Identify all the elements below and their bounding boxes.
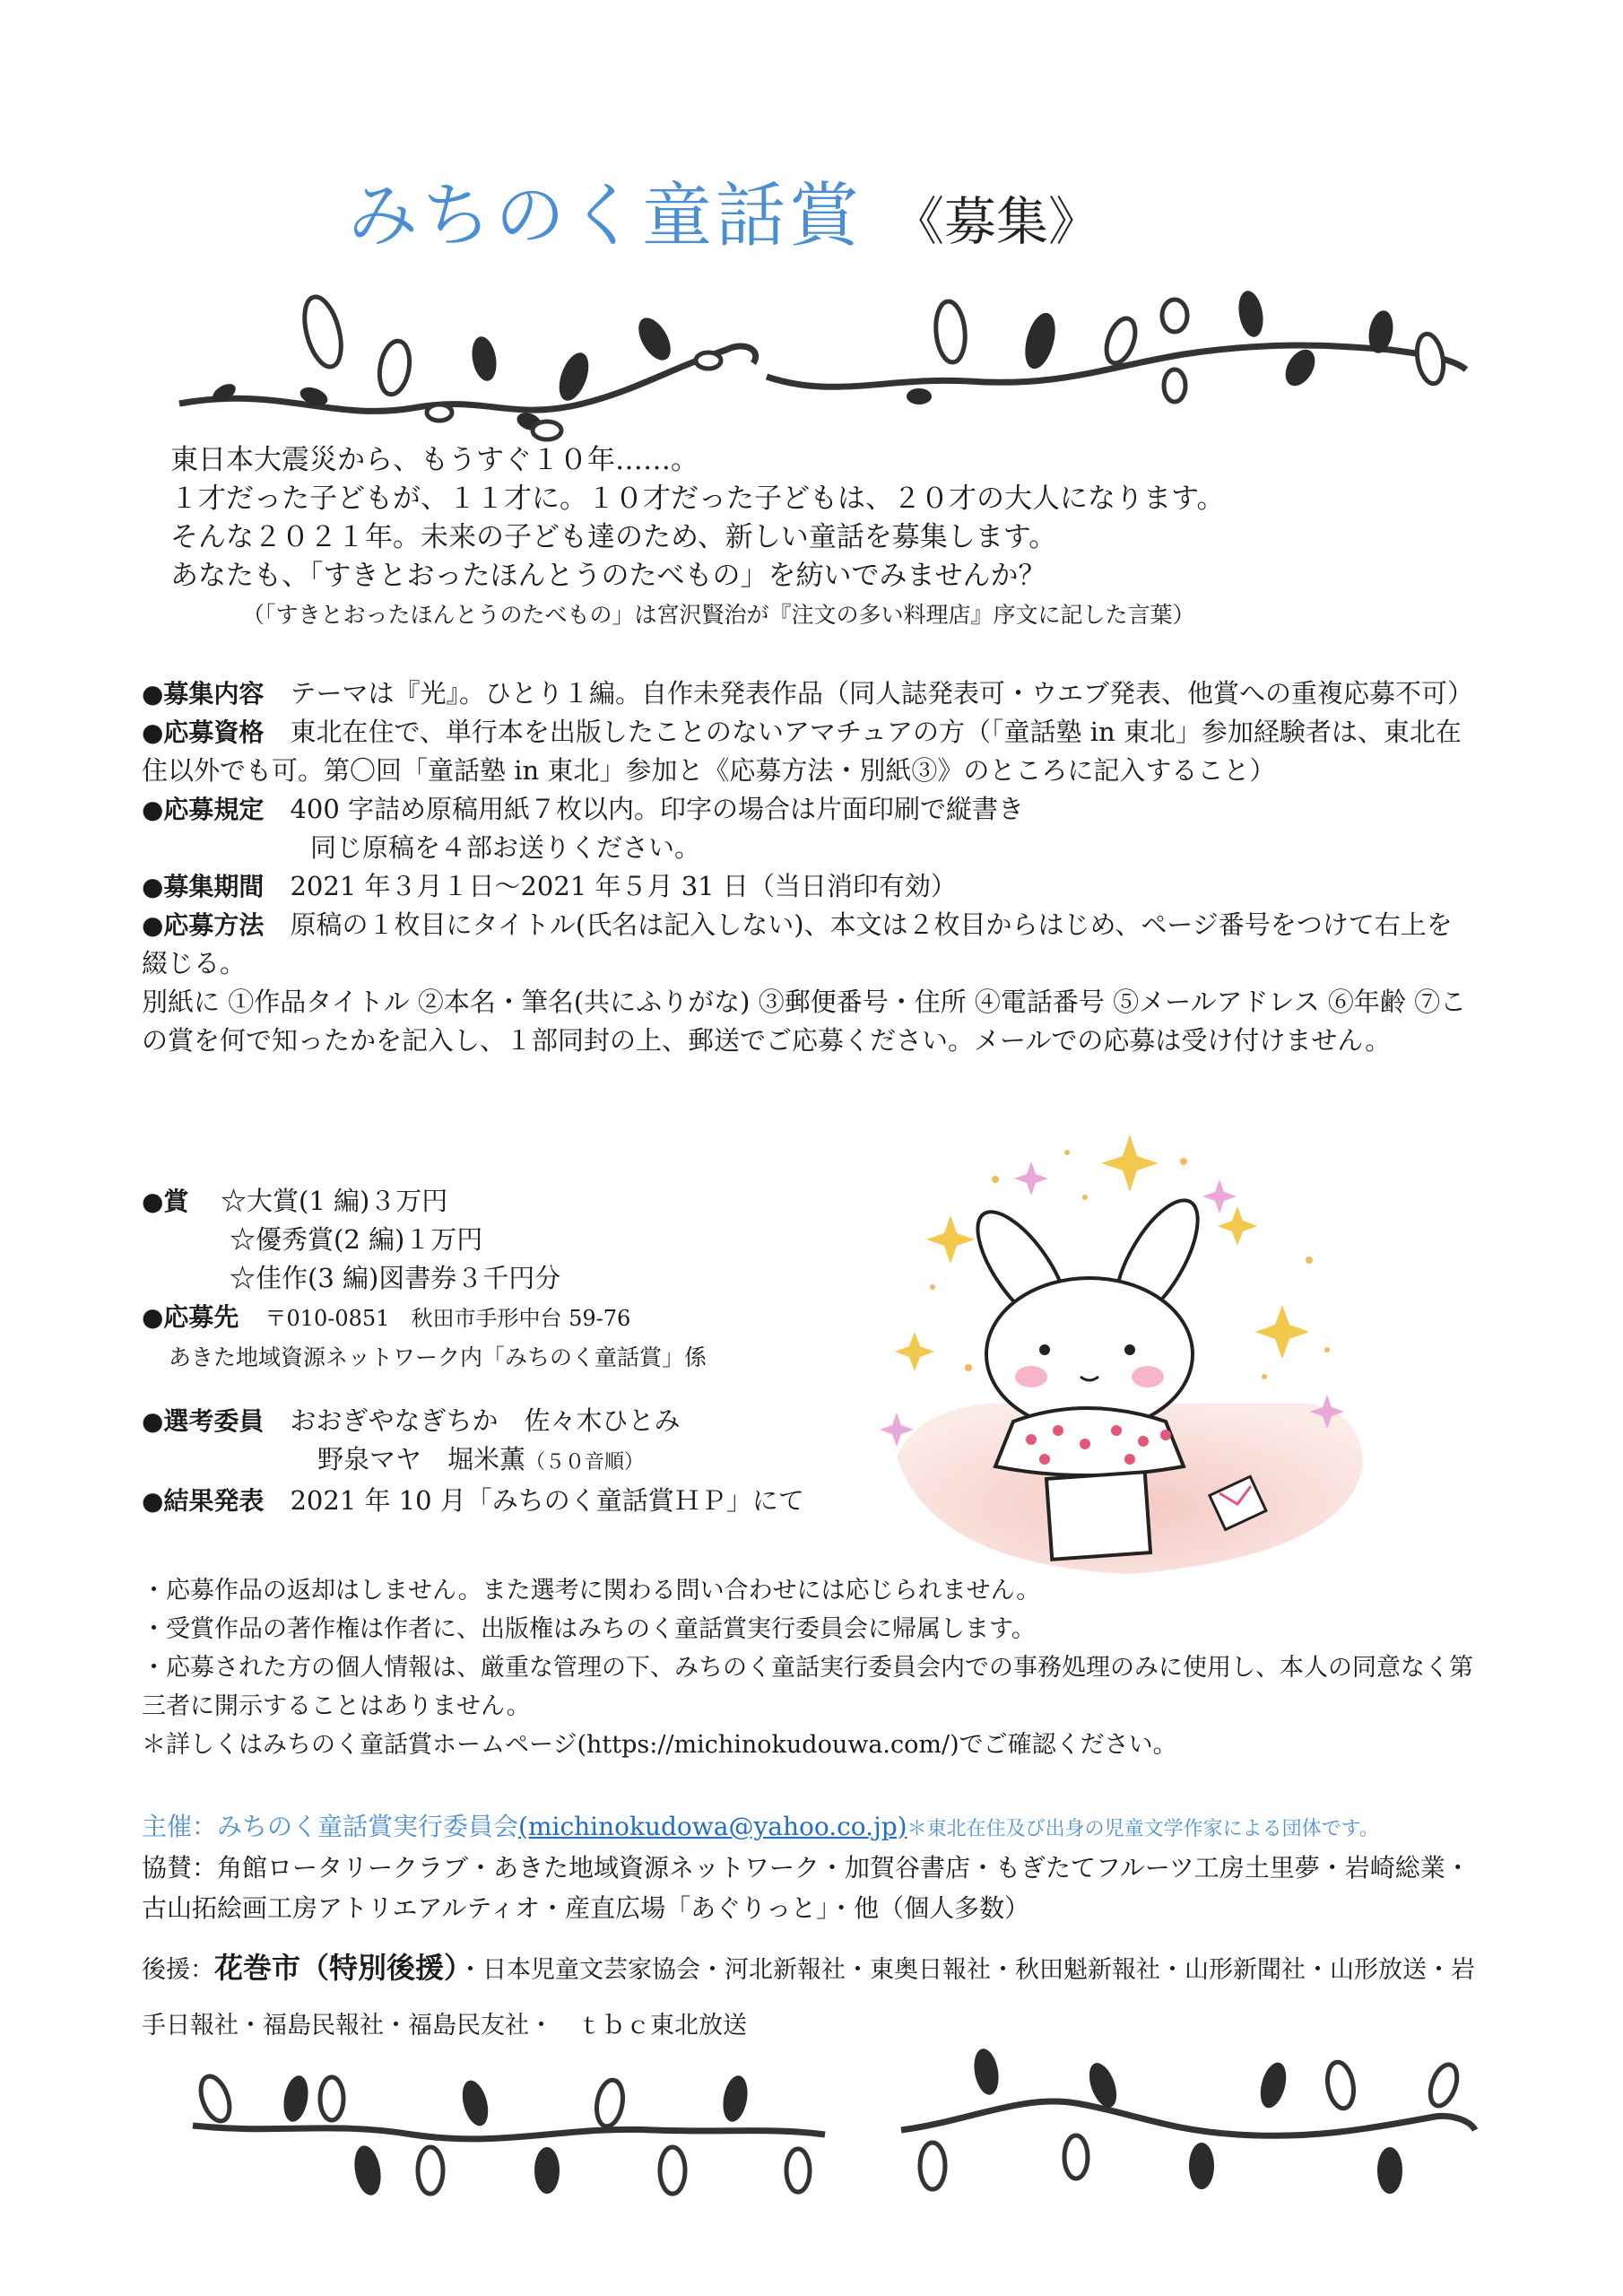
rule-label: ●募集期間 bbox=[142, 872, 265, 901]
prize-item: ☆優秀賞(2 編)１万円 bbox=[230, 1224, 483, 1255]
prize-item: ☆大賞(1 編)３万円 bbox=[221, 1186, 448, 1216]
rule-text-2: 同じ原稿を４部お送りください。 bbox=[310, 832, 701, 863]
intro-line: そんな２０２１年。未来の子ども達のため、新しい童話を募集します。 bbox=[170, 521, 1057, 553]
method-extra: 別紙に ①作品タイトル ②本名・筆名(共にふりがな) ③郵便番号・住所 ④電話番号 ⑤メールアドレス ⑥年齢 ⑦この賞を何で知ったかを記入し、１部同封の上、郵送でご応募ください。メールでの応募は受け付けません。 bbox=[142, 987, 1467, 1056]
intro-line: あなたも、「すきとおったほんとうのたべもの」を紡いでみませんか？ bbox=[170, 560, 1046, 592]
organizer-email-link[interactable]: (michinokudowa@yahoo.co.jp) bbox=[518, 1812, 907, 1841]
rule-text: テーマは『光』。ひとり１編。自作未発表作品（同人誌発表可・ウエブ発表、他賞への重複応募不可） bbox=[290, 678, 1473, 709]
rule-text: 400 字詰め原稿用紙７枚以内。印字の場合は片面印刷で縦書き bbox=[290, 794, 1025, 824]
intro-section bbox=[170, 441, 1497, 634]
vine-decoration-top-left bbox=[170, 287, 780, 448]
vine-decoration-bottom-right bbox=[897, 2031, 1480, 2202]
prize-item: ☆佳作(3 編)図書券３千円分 bbox=[230, 1263, 561, 1293]
results-text: 2021 年 10 月「みちのく童話賞ＨＰ」にて bbox=[290, 1485, 804, 1516]
judges-order: （５０音順） bbox=[525, 1451, 645, 1474]
results-label: ●結果発表 bbox=[142, 1486, 265, 1516]
support-text: ・日本児童文芸家協会・河北新報社・東奥日報社・秋田魁新報社・山形新聞社・山形放送・岩手日報社・福島民報社・福島民友社・ ｔｂｃ東北放送 bbox=[142, 1956, 1476, 2039]
organizer-section bbox=[142, 1807, 1476, 1848]
vine-decoration-top-right bbox=[762, 269, 1471, 422]
address-label: ●応募先 bbox=[142, 1302, 239, 1332]
intro-line: １才だった子どもが、１１才に。１０才だった子どもは、２０才の大人になります。 bbox=[170, 483, 1225, 515]
page-title-sub: 《募集》 bbox=[892, 191, 1101, 252]
rule-text: 東北在住で、単行本を出版したことのないアマチュアの方（「童話塾 in 東北」参加経験者は、東北在住以外でも可。第〇回「童話塾 in 東北」参加と《応募方法・別紙③》のところに記入すること） bbox=[142, 717, 1462, 786]
prize-label: ●賞 bbox=[142, 1187, 189, 1216]
organizer-text: 主催：みちのく童話賞実行委員会 bbox=[142, 1812, 519, 1841]
rule-label: ●応募資格 bbox=[142, 718, 265, 747]
sponsors-section: 協賛：角館ロータリークラブ・あきた地域資源ネットワーク・加賀谷書店・もぎたてフルーツ工房土里夢・岩崎総業・古山拓絵画工房アトリエアルティオ・産直広場「あぐりっと」・他（個人多数） bbox=[142, 1853, 1471, 1923]
prize-section bbox=[142, 1182, 913, 1520]
note-item: ＊詳しくはみちのく童話賞ホームページ(https://michinokudouwa.com/)でご確認ください。 bbox=[142, 1731, 1177, 1759]
rule-eligibility bbox=[142, 713, 1476, 790]
rule-label: ●応募規定 bbox=[142, 795, 265, 824]
notes-section bbox=[142, 1571, 1476, 1764]
support-label: 後援： bbox=[142, 1956, 214, 1984]
rule-label: ●募集内容 bbox=[142, 679, 265, 709]
judges-line1: おおぎやなぎちか 佐々木ひとみ bbox=[290, 1405, 681, 1436]
address-line1: 〒010-0851 秋田市手形中台 59-76 bbox=[265, 1306, 631, 1331]
note-item: ・応募作品の返却はしません。また選考に関わる問い合わせには応じられません。 bbox=[142, 1577, 1041, 1605]
judges-label: ●選考委員 bbox=[142, 1406, 265, 1436]
rule-period bbox=[142, 867, 1476, 906]
rabbit-writing-illustration bbox=[861, 1126, 1381, 1583]
rules-section bbox=[142, 674, 1476, 1060]
note-item: ・応募された方の個人情報は、厳重な管理の下、みちのく童話実行委員会内での事務処理のみに使用し、本人の同意なく第三者に開示することはありません。 bbox=[142, 1654, 1473, 1720]
vine-decoration-bottom-left bbox=[188, 2054, 834, 2224]
judges-line2: 野泉マヤ 堀米薫 bbox=[317, 1444, 526, 1474]
note-item: ・受賞作品の著作権は作者に、出版権はみちのく童話賞実行委員会に帰属します。 bbox=[142, 1615, 1036, 1643]
rule-text: 2021 年３月１日～2021 年５月 31 日（当日消印有効） bbox=[290, 871, 957, 901]
address-line2: あきた地域資源ネットワーク内「みちのく童話賞」係 bbox=[169, 1344, 707, 1370]
rule-regulations bbox=[142, 790, 1476, 829]
page-title: みちのく童話賞 bbox=[348, 176, 864, 257]
support-special: 花巻市（特別後援） bbox=[214, 1951, 459, 1985]
rule-text: 原稿の１枚目にタイトル(氏名は記入しない)、本文は２枚目からはじめ、ページ番号をつけて右上を綴じる。 bbox=[142, 909, 1453, 978]
rule-method bbox=[142, 906, 1476, 983]
intro-line: 東日本大震災から、もうすぐ１０年……。 bbox=[170, 444, 699, 476]
intro-note: （「すきとおったほんとうのたべもの」は宮沢賢治が『注文の多い料理店』序文に記した言葉） bbox=[242, 602, 1195, 628]
rule-contents bbox=[142, 674, 1476, 713]
organizer-note: ＊東北在住及び出身の児童文学作家による団体です。 bbox=[907, 1818, 1379, 1840]
rule-label: ●応募方法 bbox=[142, 910, 265, 940]
